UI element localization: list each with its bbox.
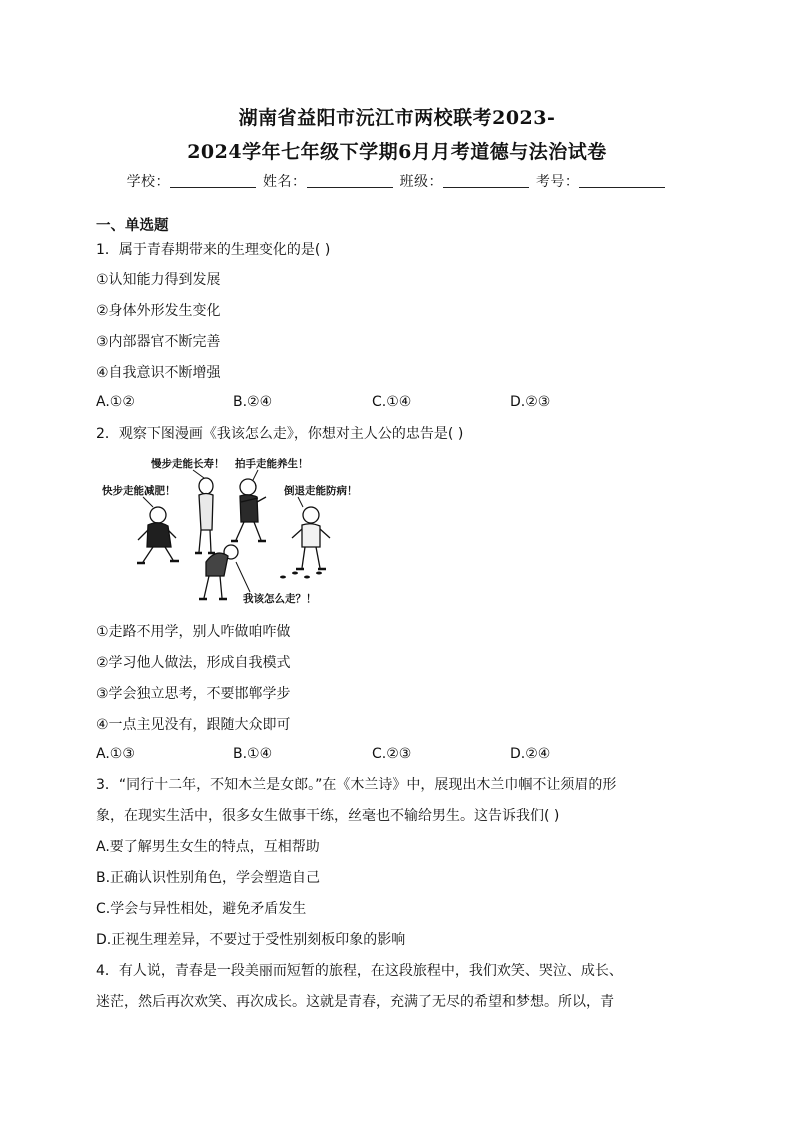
- q1-option-c[interactable]: C.①④: [372, 394, 412, 410]
- q2-option-a[interactable]: A.①③: [96, 746, 135, 762]
- slow-walker-figure: [195, 478, 215, 553]
- question-4-stem-line1: 4．有人说，青春是一段美丽而短暂的旅程，在这段旅程中，我们欢笑、哭泣、成长、: [96, 963, 623, 979]
- school-label: 学校：: [126, 174, 171, 190]
- exam-title-line1: 湖南省益阳市沅江市两校联考2023-: [238, 107, 556, 129]
- q2-statement-2: ②学习他人做法，形成自我模式: [96, 655, 291, 671]
- class-label: 班级：: [399, 174, 443, 190]
- q1-option-d[interactable]: D.②③: [510, 394, 551, 410]
- class-blank[interactable]: [443, 173, 529, 188]
- q2-statement-4: ④一点主见没有，跟随大众即可: [96, 717, 291, 733]
- caption-slow-walk: 慢步走能长寿！: [151, 458, 225, 470]
- walking-cartoon-image: [98, 452, 370, 612]
- q3-option-d[interactable]: D.正视生理差异，不要过于受性别刻板印象的影响: [96, 932, 406, 948]
- q1-statement-3: ③内部器官不断完善: [96, 334, 221, 350]
- caption-clap-walk: 拍手走能养生！: [235, 458, 309, 470]
- exam-title-line2: 2024学年七年级下学期6月月考道德与法治试卷: [187, 141, 607, 163]
- exam-number-label: 考号：: [535, 174, 580, 190]
- protagonist-figure: [199, 545, 238, 599]
- question-3-stem-line1: 3．“同行十二年，不知木兰是女郎。”在《木兰诗》中，展现出木兰巾帼不让须眉的形: [96, 777, 617, 793]
- fast-walker-figure: [137, 507, 179, 563]
- q2-option-b[interactable]: B.①④: [233, 746, 273, 762]
- q2-statement-3: ③学会独立思考，不要邯郸学步: [96, 686, 291, 702]
- q3-option-c[interactable]: C.学会与异性相处，避免矛盾发生: [96, 901, 307, 917]
- student-info-row: [0, 171, 794, 191]
- name-label: 姓名：: [263, 174, 307, 190]
- section-heading: 一、单选题: [96, 218, 169, 234]
- school-blank[interactable]: [170, 173, 256, 188]
- exam-number-blank[interactable]: [579, 173, 665, 188]
- q1-statement-4: ④自我意识不断增强: [96, 365, 221, 381]
- q3-option-b[interactable]: B.正确认识性别角色，学会塑造自己: [96, 870, 321, 886]
- q1-option-a[interactable]: A.①②: [96, 394, 135, 410]
- q3-option-a[interactable]: A.要了解男生女生的特点，互相帮助: [96, 839, 320, 855]
- q2-option-c[interactable]: C.②③: [372, 746, 412, 762]
- footprints: [280, 572, 322, 579]
- caption-how-should-i-walk: 我该怎么走？！: [243, 593, 317, 605]
- name-blank[interactable]: [307, 173, 393, 188]
- backward-walker-figure: [292, 507, 330, 569]
- question-1-stem: 1．属于青春期带来的生理变化的是( ): [96, 242, 331, 258]
- question-4-stem-line2: 迷茫，然后再次欢笑、再次成长。这就是青春，充满了无尽的希望和梦想。所以，青: [96, 994, 614, 1010]
- q1-option-b[interactable]: B.②④: [233, 394, 273, 410]
- question-2-stem: 2．观察下图漫画《我该怎么走》，你想对主人公的忠告是( ): [96, 426, 464, 442]
- clapping-walker-figure: [231, 479, 266, 541]
- caption-backward-walk: 倒退走能防病！: [284, 485, 358, 497]
- question-3-stem-line2: 象，在现实生活中，很多女生做事干练，丝毫也不输给男生。这告诉我们( ): [96, 808, 560, 824]
- q1-statement-2: ②身体外形发生变化: [96, 303, 221, 319]
- q2-option-d[interactable]: D.②④: [510, 746, 551, 762]
- q2-statement-1: ①走路不用学，别人咋做咱咋做: [96, 624, 291, 640]
- caption-fast-walk: 快步走能减肥！: [102, 485, 176, 497]
- q1-statement-1: ①认知能力得到发展: [96, 272, 221, 288]
